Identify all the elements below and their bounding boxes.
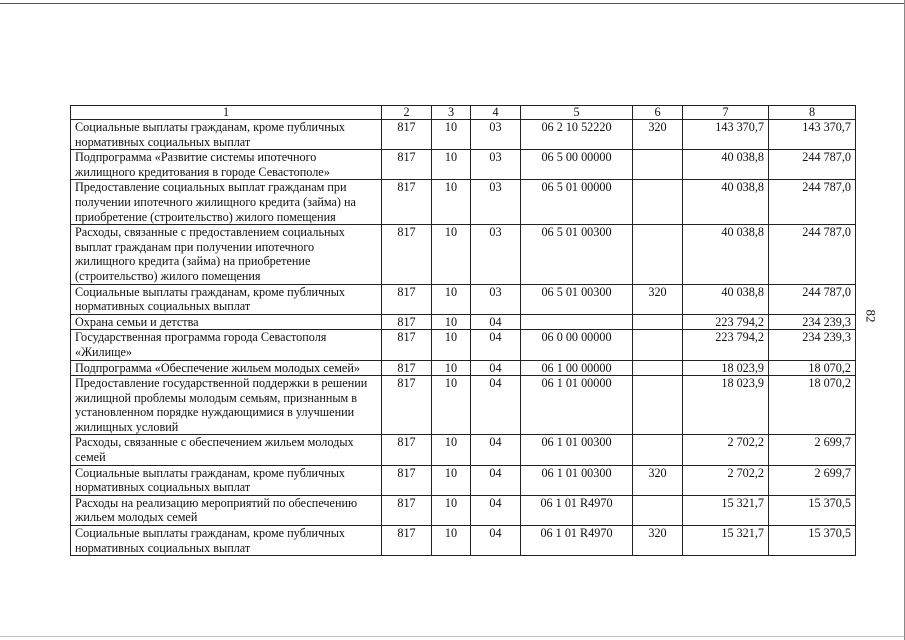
- row-section-code: 10: [432, 120, 471, 150]
- row-amount-year-2: 18 070,2: [769, 360, 856, 376]
- header-row: [71, 106, 856, 120]
- row-amount-year-2: 15 370,5: [769, 495, 856, 525]
- row-section-code: 10: [432, 314, 471, 330]
- column-header: 3: [432, 106, 471, 120]
- row-target-article: [521, 314, 633, 330]
- row-amount-year-2: 234 239,3: [769, 314, 856, 330]
- row-expense-type: [633, 376, 683, 435]
- row-subsection-code: 04: [471, 360, 521, 376]
- row-section-code: 10: [432, 150, 471, 180]
- row-description: Предоставление социальных выплат гражданам при получении ипотечного жилищного кредита (займа) на приобретение (строительство) жилого помещения: [71, 180, 382, 225]
- row-amount-year-2: 244 787,0: [769, 150, 856, 180]
- row-section-code: 10: [432, 225, 471, 284]
- table-row: [71, 180, 856, 225]
- row-ministry-code: 817: [382, 225, 432, 284]
- row-section-code: 10: [432, 465, 471, 495]
- row-expense-type: 320: [633, 526, 683, 556]
- row-ministry-code: 817: [382, 526, 432, 556]
- row-target-article: 06 2 10 52220: [521, 120, 633, 150]
- row-ministry-code: 817: [382, 284, 432, 314]
- table-row: [71, 330, 856, 360]
- row-expense-type: [633, 314, 683, 330]
- row-ministry-code: 817: [382, 180, 432, 225]
- row-description: Расходы на реализацию мероприятий по обеспечению жильем молодых семей: [71, 495, 382, 525]
- row-amount-year-1: 223 794,2: [683, 330, 769, 360]
- row-expense-type: [633, 435, 683, 465]
- row-ministry-code: 817: [382, 376, 432, 435]
- row-description: Государственная программа города Севастополя «Жилище»: [71, 330, 382, 360]
- table-row: [71, 465, 856, 495]
- row-amount-year-1: 143 370,7: [683, 120, 769, 150]
- row-description: Социальные выплаты гражданам, кроме публичных нормативных социальных выплат: [71, 465, 382, 495]
- row-subsection-code: 03: [471, 120, 521, 150]
- row-amount-year-1: 40 038,8: [683, 225, 769, 284]
- row-subsection-code: 04: [471, 376, 521, 435]
- row-expense-type: 320: [633, 120, 683, 150]
- row-subsection-code: 04: [471, 465, 521, 495]
- row-subsection-code: 04: [471, 330, 521, 360]
- row-amount-year-2: 15 370,5: [769, 526, 856, 556]
- row-section-code: 10: [432, 180, 471, 225]
- budget-table: [70, 105, 856, 556]
- row-description: Подпрограмма «Развитие системы ипотечного жилищного кредитования в городе Севастополе»: [71, 150, 382, 180]
- table-row: [71, 150, 856, 180]
- row-amount-year-2: 2 699,7: [769, 465, 856, 495]
- row-target-article: 06 5 01 00000: [521, 180, 633, 225]
- row-target-article: 06 1 01 R4970: [521, 526, 633, 556]
- row-description: Социальные выплаты гражданам, кроме публичных нормативных социальных выплат: [71, 526, 382, 556]
- row-amount-year-1: 40 038,8: [683, 284, 769, 314]
- row-expense-type: [633, 150, 683, 180]
- row-subsection-code: 03: [471, 284, 521, 314]
- row-amount-year-1: 15 321,7: [683, 495, 769, 525]
- row-ministry-code: 817: [382, 314, 432, 330]
- row-section-code: 10: [432, 526, 471, 556]
- row-amount-year-1: 223 794,2: [683, 314, 769, 330]
- row-amount-year-2: 244 787,0: [769, 284, 856, 314]
- column-header: 2: [382, 106, 432, 120]
- row-target-article: 06 1 00 00000: [521, 360, 633, 376]
- row-amount-year-2: 234 239,3: [769, 330, 856, 360]
- row-expense-type: [633, 330, 683, 360]
- row-amount-year-1: 2 702,2: [683, 435, 769, 465]
- table-row: [71, 314, 856, 330]
- row-section-code: 10: [432, 435, 471, 465]
- scan-edge-top: [0, 3, 905, 4]
- row-ministry-code: 817: [382, 150, 432, 180]
- row-amount-year-2: 244 787,0: [769, 225, 856, 284]
- row-description: Охрана семьи и детства: [71, 314, 382, 330]
- row-description: Предоставление государственной поддержки в решении жилищной проблемы молодым семьям, признанным в установленном порядке нуждающимися в улучшении жилищных условий: [71, 376, 382, 435]
- row-subsection-code: 04: [471, 435, 521, 465]
- row-section-code: 10: [432, 330, 471, 360]
- table-row: [71, 360, 856, 376]
- row-subsection-code: 03: [471, 180, 521, 225]
- row-section-code: 10: [432, 360, 471, 376]
- row-section-code: 10: [432, 284, 471, 314]
- page-number: 82: [863, 309, 879, 323]
- table-row: [71, 526, 856, 556]
- row-expense-type: [633, 180, 683, 225]
- table-row: [71, 376, 856, 435]
- row-amount-year-2: 244 787,0: [769, 180, 856, 225]
- row-amount-year-1: 15 321,7: [683, 526, 769, 556]
- row-subsection-code: 03: [471, 150, 521, 180]
- row-description: Подпрограмма «Обеспечение жильем молодых семей»: [71, 360, 382, 376]
- row-amount-year-2: 2 699,7: [769, 435, 856, 465]
- table-row: [71, 495, 856, 525]
- row-target-article: 06 5 01 00300: [521, 225, 633, 284]
- row-amount-year-1: 40 038,8: [683, 150, 769, 180]
- table-body: [71, 106, 856, 556]
- row-ministry-code: 817: [382, 360, 432, 376]
- row-amount-year-1: 40 038,8: [683, 180, 769, 225]
- row-subsection-code: 04: [471, 526, 521, 556]
- row-expense-type: 320: [633, 284, 683, 314]
- row-ministry-code: 817: [382, 465, 432, 495]
- row-target-article: 06 1 01 00300: [521, 465, 633, 495]
- row-amount-year-2: 143 370,7: [769, 120, 856, 150]
- row-expense-type: 320: [633, 465, 683, 495]
- row-target-article: 06 0 00 00000: [521, 330, 633, 360]
- row-description: Социальные выплаты гражданам, кроме публичных нормативных социальных выплат: [71, 120, 382, 150]
- row-section-code: 10: [432, 376, 471, 435]
- row-target-article: 06 1 01 00300: [521, 435, 633, 465]
- row-amount-year-1: 2 702,2: [683, 465, 769, 495]
- row-description: Расходы, связанные с обеспечением жильем молодых семей: [71, 435, 382, 465]
- row-expense-type: [633, 225, 683, 284]
- row-ministry-code: 817: [382, 435, 432, 465]
- row-subsection-code: 04: [471, 495, 521, 525]
- table-row: [71, 225, 856, 284]
- column-header: 6: [633, 106, 683, 120]
- row-amount-year-1: 18 023,9: [683, 376, 769, 435]
- row-subsection-code: 04: [471, 314, 521, 330]
- row-section-code: 10: [432, 495, 471, 525]
- table-row: [71, 284, 856, 314]
- row-description: Социальные выплаты гражданам, кроме публичных нормативных социальных выплат: [71, 284, 382, 314]
- column-header: 7: [683, 106, 769, 120]
- row-target-article: 06 1 01 00000: [521, 376, 633, 435]
- row-subsection-code: 03: [471, 225, 521, 284]
- row-expense-type: [633, 360, 683, 376]
- scan-edge-bottom: [0, 636, 905, 637]
- row-target-article: 06 1 01 R4970: [521, 495, 633, 525]
- column-header: 8: [769, 106, 856, 120]
- row-description: Расходы, связанные с предоставлением социальных выплат гражданам при получении ипотечного жилищного кредита (займа) на приобретение (строительство) жилого помещения: [71, 225, 382, 284]
- row-target-article: 06 5 00 00000: [521, 150, 633, 180]
- row-target-article: 06 5 01 00300: [521, 284, 633, 314]
- row-ministry-code: 817: [382, 495, 432, 525]
- row-amount-year-2: 18 070,2: [769, 376, 856, 435]
- column-header: 5: [521, 106, 633, 120]
- row-ministry-code: 817: [382, 120, 432, 150]
- column-header: 4: [471, 106, 521, 120]
- row-expense-type: [633, 495, 683, 525]
- column-header: 1: [71, 106, 382, 120]
- row-ministry-code: 817: [382, 330, 432, 360]
- row-amount-year-1: 18 023,9: [683, 360, 769, 376]
- table-row: [71, 120, 856, 150]
- table-row: [71, 435, 856, 465]
